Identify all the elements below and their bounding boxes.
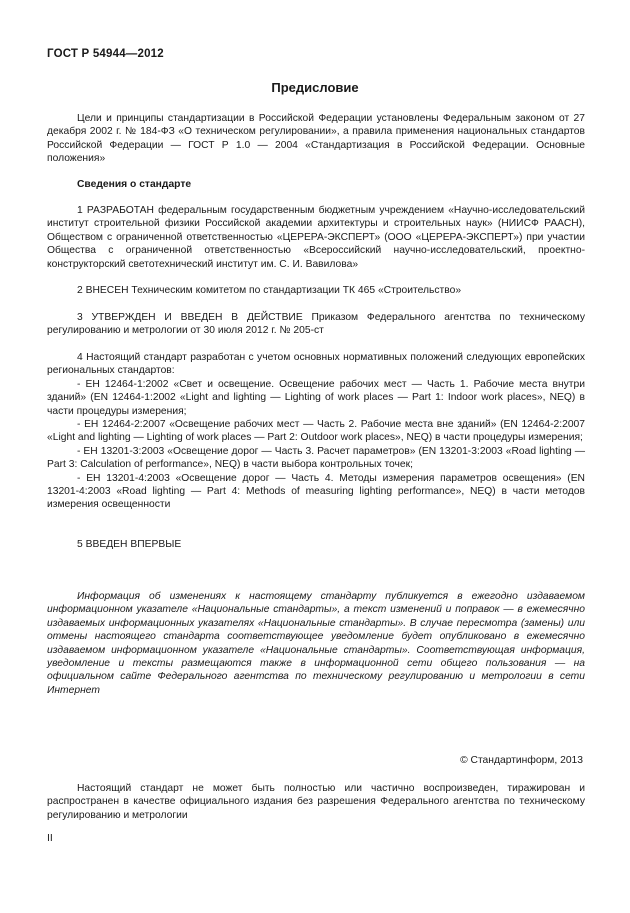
standard-info-heading <box>47 178 585 191</box>
subhead-text: Сведения о стандарте <box>77 179 192 190</box>
item-5-text: 5 ВВЕДЕН ВПЕРВЫЕ <box>77 539 182 550</box>
copyright: © Стандартинформ, 2013 <box>460 755 583 766</box>
page-number: II <box>47 832 53 844</box>
item-1 <box>47 204 585 271</box>
item-1-text: 1 РАЗРАБОТАН федеральным государственным бюджетным учреждением «Научно-исследовательский институт строительной физики Российской академии архитектуры и строительных наук» (НИИСФ РААСН), Обществом с ограниченной ответственностью «ЦЕРЕРА-ЭКСПЕРТ» (ООО «ЦЕРЕРА-ЭКСПЕРТ») при участии Общества с ограниченной ответственностью «Всероссийский научно-исследовательский, проектно-конструкторский светотехнический институт им. С. И. Вавилова» <box>47 205 585 270</box>
item-4-ref: - ЕН 13201-3:2003 «Освещение дорог — Часть 3. Расчет параметров» (EN 13201-3:2003 «Road lighting — Part 3: Calculation of performance», NEQ) в части выбора контрольных точек; <box>47 445 585 471</box>
item-4-ref: - ЕН 12464-1:2002 «Свет и освещение. Освещение рабочих мест — Часть 1. Рабочие места внутри зданий» (EN 12464-1:2002 «Light and lighting — Lighting of work places — Part 1: Indoor work places», NEQ) в части процедуры измерения; <box>47 378 585 417</box>
item-3 <box>47 311 585 338</box>
page-title: Предисловие <box>271 80 359 95</box>
intro-paragraph <box>47 112 585 166</box>
notice-paragraph <box>47 590 585 697</box>
item-4-lead: 4 Настоящий стандарт разработан с учетом основных нормативных положений следующих европейских региональных стандартов: <box>47 352 585 377</box>
intro-text: Цели и принципы стандартизации в Российской Федерации установлены Федеральным законом от 27 декабря 2002 г. № 184-ФЗ «О техническом регулировании», а правила применения национальных стандартов Российской Федерации — ГОСТ Р 1.0 — 2004 «Стандартизация в Российской Федерации. Основные положения» <box>47 113 585 165</box>
item-3-text: 3 УТВЕРЖДЕН И ВВЕДЕН В ДЕЙСТВИЕ Приказом Федерального агентства по техническому регулированию и метрологии от 30 июля 2012 г. № 205-ст <box>47 312 585 337</box>
notice-text: Информация об изменениях к настоящему стандарту публикуется в ежегодно издаваемом информационном указателе «Национальные стандарты», а текст изменений и поправок — в ежемесячно издаваемых информационных указателях «Национальные стандарты». В случае пересмотра (замены) или отмены настоящего стандарта соответствующее уведомление будет опубликовано в ежемесячно издаваемом информационном указателе «Национальные стандарты». Соответствующая информация, уведомление и тексты размещаются также в информационной сети общего пользования — на официальном сайте Федерального агентства по техническому регулированию и метрологии в сети Интернет <box>47 591 585 696</box>
rights-paragraph <box>47 782 585 822</box>
item-4-ref: - ЕН 13201-4:2003 «Освещение дорог — Часть 4. Методы измерения параметров освещения» (EN 13201-4:2003 «Road lighting — Part 4: Methods of measuring lighting performance», NEQ) в части методов измерения освещенности <box>47 472 585 511</box>
rights-text: Настоящий стандарт не может быть полностью или частично воспроизведен, тиражирован и распространен в качестве официального издания без разрешения Федерального агентства по техническому регулированию и метрологии <box>47 783 585 821</box>
item-4 <box>47 351 585 512</box>
document-code: ГОСТ Р 54944—2012 <box>47 48 164 60</box>
item-2-text: 2 ВНЕСЕН Техническим комитетом по стандартизации ТК 465 «Строительство» <box>77 285 462 296</box>
item-2 <box>47 284 585 297</box>
item-5 <box>47 538 585 551</box>
item-4-ref: - ЕН 12464-2:2007 «Освещение рабочих мест — Часть 2. Рабочие места вне зданий» (EN 12464-2:2007 «Light and lighting — Lighting of work places — Part 2: Outdoor work places», NEQ) в части процедуры измерения; <box>47 419 585 444</box>
